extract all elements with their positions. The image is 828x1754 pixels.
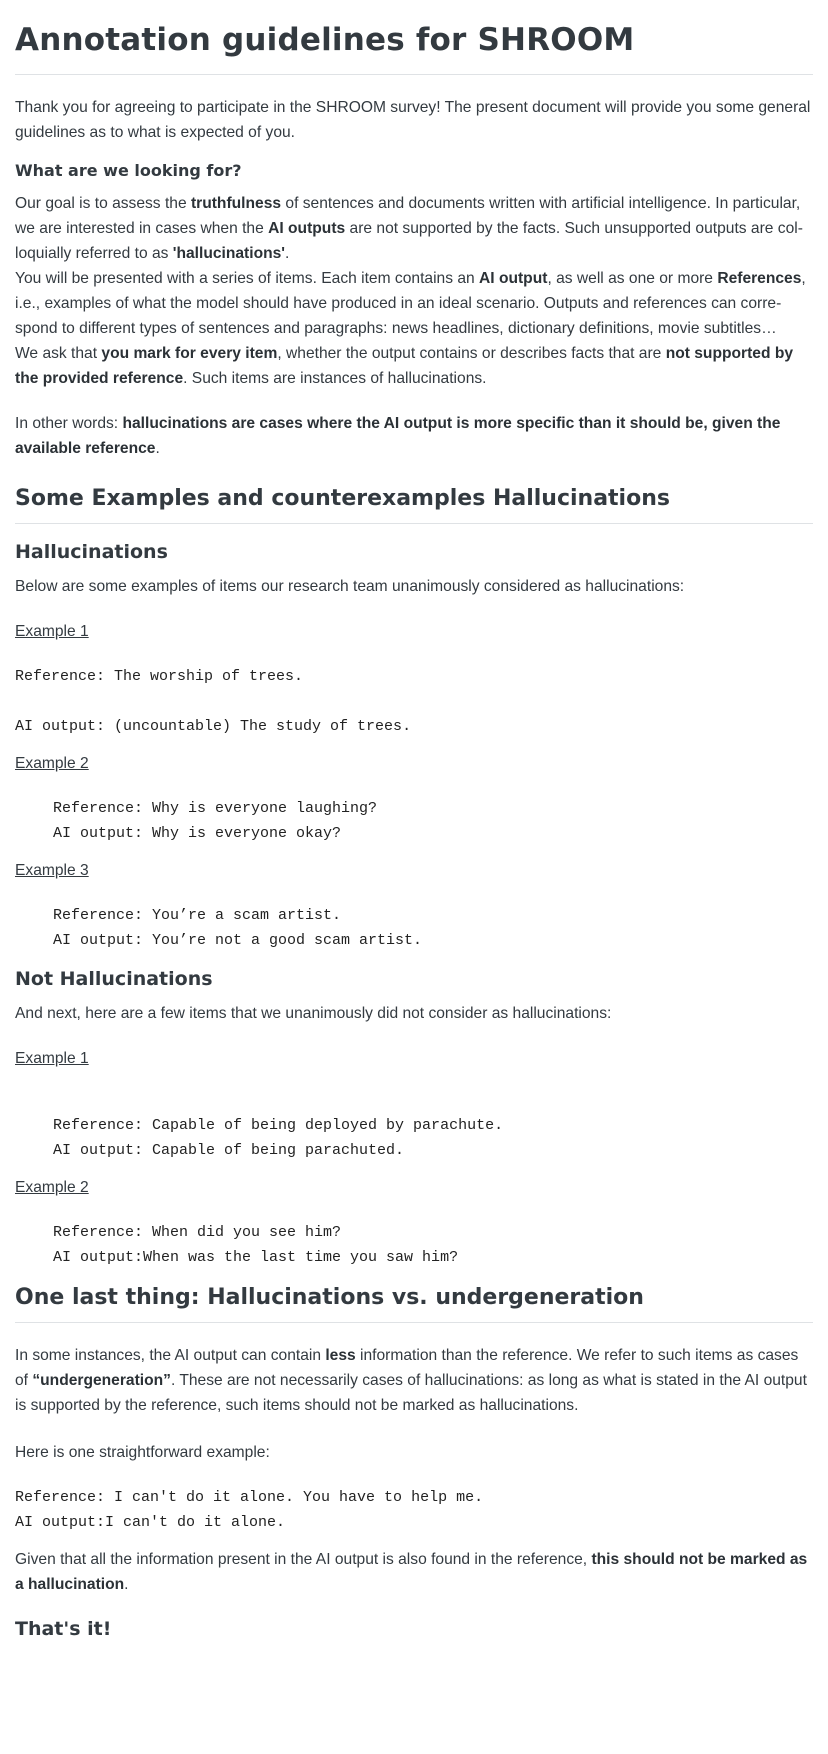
bold-run: you mark for every item <box>101 345 278 362</box>
example-reference: Reference: The worship of trees. <box>15 668 304 685</box>
bold-run: AI outputs <box>268 220 346 237</box>
undergeneration-paragraph <box>15 1343 813 1418</box>
section-heading-examples: Some Examples and counterexamples Hallucinations <box>15 483 813 524</box>
text-run: . <box>285 245 290 262</box>
example-block <box>15 1220 813 1270</box>
example-reference: Reference: When did you see him? <box>53 1224 342 1241</box>
text-run: We ask that <box>15 345 102 362</box>
example-ai-output: AI output:When was the last time you saw him? <box>53 1249 459 1266</box>
closing-heading: That's it! <box>15 1618 112 1640</box>
bold-run: References <box>717 270 802 287</box>
section-heading-looking-for: What are we looking for? <box>15 161 242 180</box>
example-link[interactable]: Example 1 <box>15 1050 89 1067</box>
in-other-words-paragraph <box>15 411 813 461</box>
goal-paragraph <box>15 191 813 266</box>
example-block <box>15 796 813 846</box>
example-link[interactable]: Example 2 <box>15 1179 89 1196</box>
example-ai-output: AI output: Capable of being parachuted. <box>53 1142 405 1159</box>
example-link[interactable]: Example 3 <box>15 862 89 879</box>
example-ai-output: AI output: (uncountable) The study of trees. <box>15 718 412 735</box>
text-run: In some instances, the AI output can contain <box>15 1347 326 1364</box>
task-paragraph <box>15 341 813 391</box>
text-run: . Such items are instances of hallucinations. <box>183 370 487 387</box>
subheading-hallucinations: Hallucinations <box>15 541 168 563</box>
undergeneration-example <box>15 1485 813 1535</box>
example-link[interactable]: Example 1 <box>15 623 89 640</box>
example-ai-output: AI output: You’re not a good scam artist. <box>53 932 423 949</box>
example-ai-output: AI output: Why is everyone okay? <box>53 825 342 842</box>
text-run: . <box>155 440 160 457</box>
text-run: , i.e., examples of what the model should have produced in an ideal scenario. Outputs and references can correspond to different types of sentences and paragraphs: news headlines, dictionary definitions, movie subtitles… <box>15 270 806 337</box>
hallucinations-intro: Below are some examples of items our research team unanimously considered as hallucinations: <box>15 578 685 595</box>
text-run: . <box>124 1576 129 1593</box>
text-run: . These are not necessarily cases of hallucinations: as long as what is stated in the AI output is supported by the reference, such items should not be marked as hallucinations. <box>15 1372 807 1414</box>
text-run: , as well as one or more <box>547 270 718 287</box>
text-run: are not supported by the facts. Such unsupported outputs are colloquially referred to as <box>15 220 803 262</box>
text-run: Given that all the information present in the AI output is also found in the reference, <box>15 1551 592 1568</box>
bold-run: 'hallucinations' <box>172 245 286 262</box>
example-ai-output: AI output:I can't do it alone. <box>15 1514 286 1531</box>
conclusion-paragraph <box>15 1547 813 1597</box>
example-reference: Reference: I can't do it alone. You have to help me. <box>15 1489 484 1506</box>
bold-run: AI output <box>479 270 548 287</box>
page-title: Annotation guidelines for SHROOM <box>15 20 813 75</box>
bold-run: truthfulness <box>190 195 282 212</box>
example-reference: Reference: Capable of being deployed by parachute. <box>53 1117 504 1134</box>
subheading-not-hallucinations: Not Hallucinations <box>15 968 213 990</box>
bold-run: less <box>325 1347 356 1364</box>
text-run: Our goal is to assess the <box>15 195 191 212</box>
text-run: You will be presented with a series of items. Each item contains an <box>15 270 480 287</box>
intro-paragraph: Thank you for agreeing to participate in the SHROOM survey! The present document will provide you some general guidelines as to what is expected of you. <box>15 99 811 141</box>
bold-run: hallucinations are cases where the AI output is more specific than it should be, given the available reference <box>15 415 781 457</box>
text-run: information than the reference. We refer to such items as cases of <box>15 1347 799 1389</box>
example-block <box>15 903 813 953</box>
text-run: , whether the output contains or describes facts that are <box>277 345 666 362</box>
example-reference: Reference: You’re a scam artist. <box>53 907 342 924</box>
bold-run: this should not be marked as a hallucination <box>15 1551 808 1593</box>
example-link[interactable]: Example 2 <box>15 755 89 772</box>
example-block <box>15 1113 813 1163</box>
not-hallucinations-intro: And next, here are a few items that we unanimously did not consider as hallucinations: <box>15 1005 612 1022</box>
example-reference: Reference: Why is everyone laughing? <box>53 800 378 817</box>
section-heading-undergeneration: One last thing: Hallucinations vs. undergeneration <box>15 1282 813 1323</box>
text-run: of sentences and documents written with artificial intelligence. In particular, we are interested in cases when the <box>15 195 801 237</box>
example-intro-paragraph: Here is one straightforward example: <box>15 1444 270 1461</box>
bold-run: not supported by the provided reference <box>15 345 794 387</box>
items-paragraph <box>15 266 813 341</box>
bold-run: “undergeneration” <box>32 1372 171 1389</box>
text-run: In other words: <box>15 415 123 432</box>
